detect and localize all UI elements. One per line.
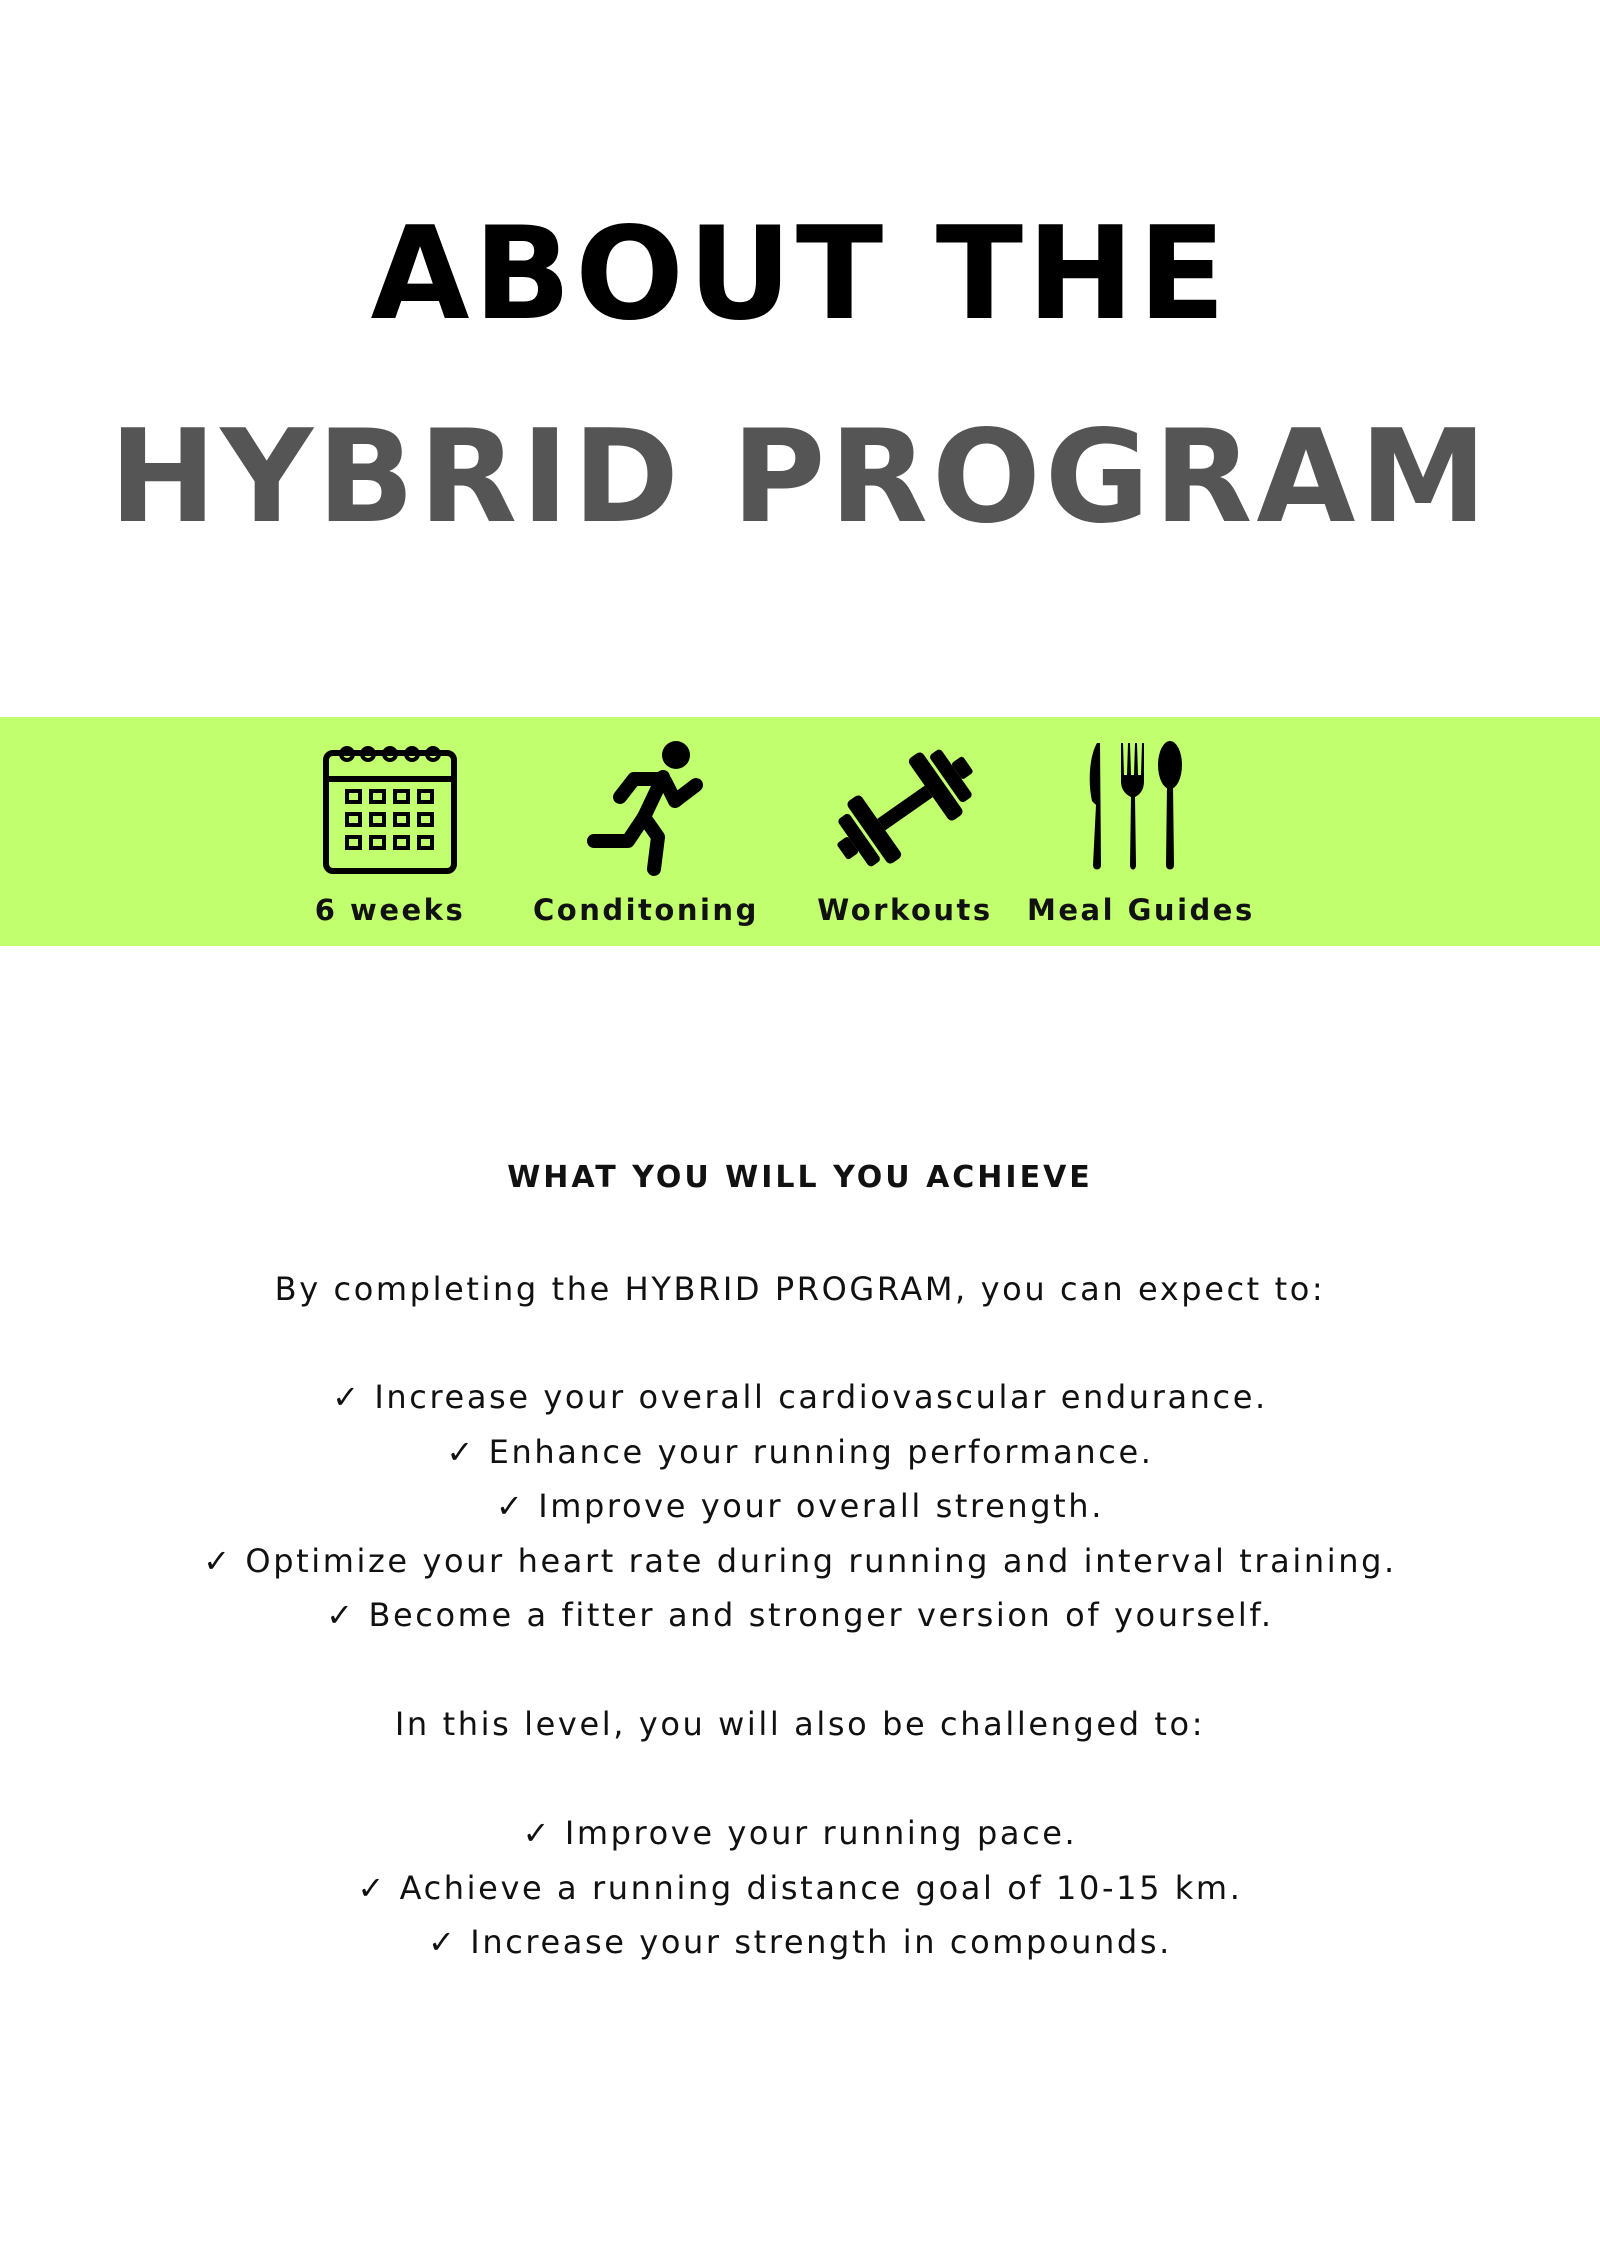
- feature-meals: [1027, 717, 1255, 946]
- list-item: ✓ Improve your running pace.: [522, 1814, 1078, 1852]
- list-item: ✓ Become a fitter and stronger version of yourself.: [326, 1596, 1274, 1634]
- list-item: ✓ Increase your overall cardiovascular endurance.: [332, 1378, 1268, 1416]
- feature-label-workouts: Workouts: [817, 893, 993, 927]
- list-item: ✓ Achieve a running distance goal of 10-15 km.: [357, 1868, 1243, 1907]
- feature-label-meals: Meal Guides: [1027, 893, 1255, 927]
- feature-band: [0, 717, 1600, 946]
- feature-workouts: [795, 717, 1015, 946]
- feature-weeks: [280, 717, 500, 946]
- running-person-icon: [578, 739, 708, 877]
- cutlery-icon: [1087, 739, 1187, 877]
- feature-label-conditioning: Conditoning: [533, 893, 759, 927]
- dumbbell-icon: [830, 739, 980, 877]
- goals-list: [0, 1370, 1600, 1643]
- feature-conditioning: [533, 717, 759, 946]
- level-intro: In this level, you will also be challenged to:: [394, 1705, 1206, 1743]
- feature-label-weeks: 6 weeks: [314, 893, 466, 927]
- list-item: ✓ Enhance your running performance.: [446, 1432, 1154, 1471]
- page-title-line-1: ABOUT THE: [370, 200, 1230, 349]
- achieve-heading: WHAT YOU WILL YOU ACHIEVE: [507, 1160, 1093, 1195]
- achieve-intro: By completing the HYBRID PROGRAM, you can expect to:: [274, 1270, 1326, 1308]
- challenges-list: [0, 1806, 1600, 1970]
- list-item: ✓ Improve your overall strength.: [496, 1487, 1104, 1525]
- list-item: ✓ Increase your strength in compounds.: [428, 1923, 1172, 1961]
- list-item: ✓ Optimize your heart rate during running and interval training.: [203, 1541, 1397, 1580]
- page-title-line-2: HYBRID PROGRAM: [109, 403, 1491, 552]
- calendar-icon: [321, 739, 459, 877]
